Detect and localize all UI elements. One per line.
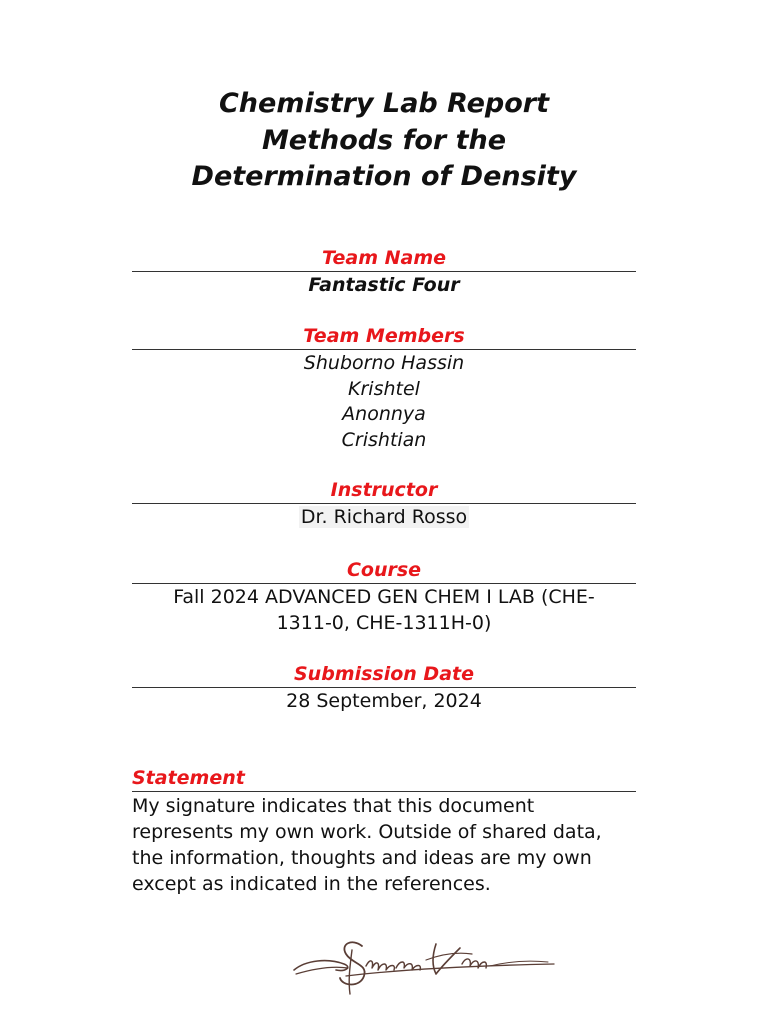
statement-body [132,793,636,897]
handwritten-signature [286,930,562,1002]
title-line: Determination of Density [191,161,577,192]
team-members-label: Team Members [132,324,636,350]
team-member: Krishtel [348,377,420,400]
submission-date-value [132,689,636,715]
team-name-section [132,246,636,299]
submission-date-text: 28 September, 2024 [286,690,482,712]
team-members-section [132,324,636,453]
team-name-text: Fantastic Four [308,274,460,296]
course-section [132,558,636,636]
report-title [0,86,768,196]
course-value [132,585,636,636]
team-name-label: Team Name [132,246,636,272]
instructor-value [132,505,636,531]
team-member: Shuborno Hassin [303,352,465,374]
title-line: Chemistry Lab Report [218,88,550,119]
submission-date-label: Submission Date [132,662,636,688]
statement-label: Statement [132,766,636,792]
statement-line: represents my own work. Outside of shared data, [132,821,602,843]
submission-date-section [132,662,636,715]
title-line: Methods for the [261,124,507,156]
course-line: Fall 2024 ADVANCED GEN CHEM I LAB (CHE- [173,586,595,608]
team-name-value [132,273,636,299]
instructor-name: Dr. Richard Rosso [300,506,468,528]
team-member: Crishtian [341,428,427,451]
statement-line: except as indicated in the references. [132,873,491,895]
statement-line: the information, thoughts and ideas are my own [132,847,592,869]
team-members-list [132,351,636,453]
instructor-section [132,478,636,531]
statement-line: My signature indicates that this document [132,795,535,817]
course-label: Course [132,558,636,584]
instructor-label: Instructor [132,478,636,504]
course-line: 1311-0, CHE-1311H-0) [276,611,492,634]
statement-section [132,766,636,897]
team-member: Anonnya [342,403,426,425]
